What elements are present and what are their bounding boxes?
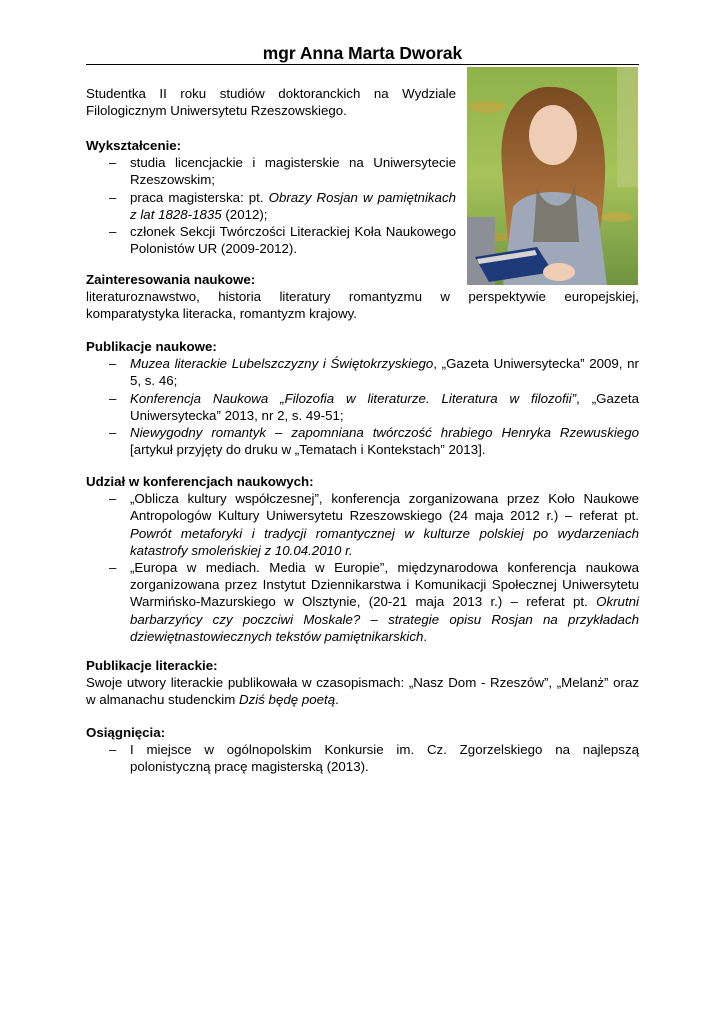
list-item: – Niewygodny romantyk – zapomniana twórczość hrabiego Henryka Rzewuskiego [artykuł przyjęty do druku w „Tematach i Kontekstach” 2013].	[109, 425, 639, 458]
conferences-section	[86, 473, 639, 645]
achievements-list	[86, 741, 639, 775]
list-item: – I miejsce w ogólnopolskim Konkursie im. Cz. Zgorzelskiego na najlepszą polonistyczną pracę magisterską (2013).	[109, 742, 639, 775]
literary-section	[86, 657, 639, 709]
interests-section	[86, 271, 639, 323]
literary-text: Swoje utwory literackie publikowała w czasopismach: „Nasz Dom - Rzeszów”, „Melanż” oraz w almanachu studenckim Dziś będę poetą.	[86, 675, 639, 708]
section-heading-interests: Zainteresowania naukowe:	[86, 272, 256, 287]
dash-bullet: –	[109, 390, 117, 406]
intro-text: Studentka II roku studiów doktoranckich na Wydziale Filologicznym Uniwersytetu Rzeszowskiego.	[86, 86, 456, 119]
list-item: – członek Sekcji Twórczości Literackiej Koła Naukowego Polonistów UR (2009-2012).	[109, 224, 456, 257]
page-title: mgr Anna Marta Dworak	[262, 43, 463, 63]
dash-bullet: –	[109, 742, 117, 758]
list-item: – studia licencjackie i magisterskie na Uniwersytecie Rzeszowskim;	[109, 155, 456, 188]
education-list	[86, 154, 456, 257]
education-section	[86, 137, 456, 257]
interests-text: literaturoznawstwo, historia literatury romantyzmu w perspektywie europejskiej, komparatystyka literacka, romantyzm krajowy.	[86, 289, 639, 322]
achievements-section	[86, 724, 639, 776]
list-item: – „Oblicza kultury współczesnej”, konferencja zorganizowana przez Koło Naukowe Antropologów Kultury Uniwersytetu Rzeszowskiego (24 maja 2012 r.) – referat pt. Powrót metaforyki i tradycji romantycznej w kulturze polskiej po wydarzeniach katastrofy smoleńskiej z 10.04.2010 r.	[109, 491, 639, 558]
dash-bullet: –	[109, 189, 117, 205]
dash-bullet: –	[109, 491, 117, 507]
dash-bullet: –	[109, 155, 117, 171]
publications-list	[86, 355, 639, 458]
list-item: – „Europa w mediach. Media w Europie”, międzynarodowa konferencja naukowa zorganizowana przez Instytut Dziennikarstwa i Komunikacji Społecznej Uniwersytetu Warmińsko-Mazurskiego w Olsztynie, (20-21 maja 2013 r.) – referat pt. Okrutni barbarzyńcy czy poczciwi Moskale? – strategie opisu Rosjan na przykładach dziewiętnastowiecznych tekstów pamiętnikarskich.	[109, 560, 639, 644]
list-item: – Muzea literackie Lubelszczyzny i Świętokrzyskiego, „Gazeta Uniwersytecka” 2009, nr 5, s. 46;	[109, 356, 639, 389]
section-heading-education: Wykształcenie:	[86, 138, 182, 153]
dash-bullet: –	[109, 560, 117, 576]
section-heading-literary: Publikacje literackie:	[86, 658, 218, 673]
dash-bullet: –	[109, 356, 117, 372]
section-heading-achievements: Osiągnięcia:	[86, 725, 166, 740]
list-item: – praca magisterska: pt. Obrazy Rosjan w pamiętnikach z lat 1828-1835 (2012);	[109, 189, 456, 222]
list-item: – Konferencja Naukowa „Filozofia w literaturze. Literatura w filozofii”, „Gazeta Uniwersytecka” 2013, nr 2, s. 49-51;	[109, 390, 639, 423]
portrait-photo	[467, 67, 638, 285]
section-heading-publications: Publikacje naukowe:	[86, 339, 217, 354]
section-heading-conferences: Udział w konferencjach naukowych:	[86, 474, 314, 489]
dash-bullet: –	[109, 425, 117, 441]
conferences-list	[86, 490, 639, 645]
dash-bullet: –	[109, 224, 117, 240]
title-underline	[86, 64, 639, 65]
publications-section	[86, 338, 639, 458]
